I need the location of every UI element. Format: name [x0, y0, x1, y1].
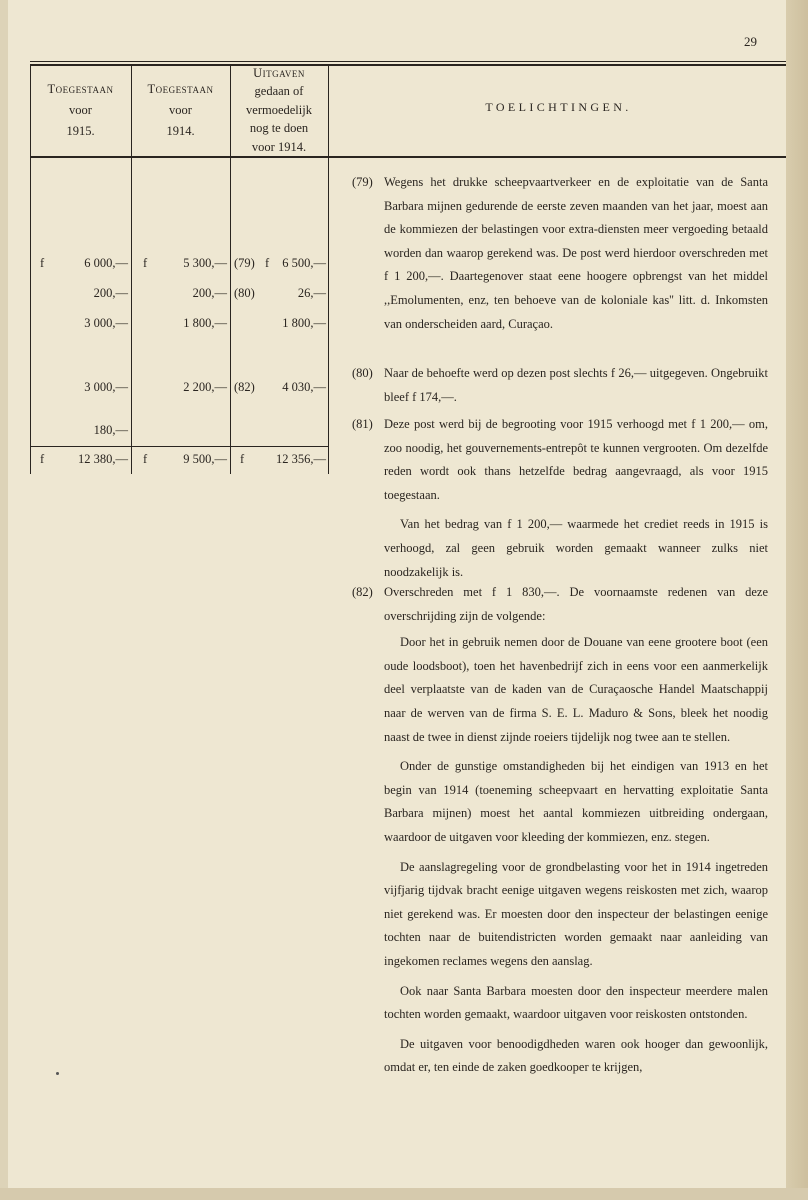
- note-82-text-6: De uitgaven voor benoodigdheden waren ook hooger dan gewoonlijk, omdat er, ten einde de zaken goedkooper te krijgen,: [384, 1036, 768, 1075]
- note-81-label: (81): [352, 417, 373, 431]
- header-toegestaan-1915: [30, 64, 131, 156]
- header-1914-line2: voor: [169, 102, 192, 117]
- header-bottom-rule: [30, 156, 786, 158]
- note-80-text: Naar de behoefte werd op dezen post slechts f 26,— uitgegeven. Ongebruikt bleef f 174,—.: [384, 366, 768, 404]
- total-1915: 12 380,—: [78, 452, 128, 466]
- note-80: [352, 362, 768, 409]
- amount-uitgaven-prefix: f: [265, 256, 270, 270]
- page-bottom-edge: [0, 1188, 808, 1200]
- total-1914: 9 500,—: [183, 452, 227, 466]
- amount-1915: 180,—: [93, 423, 128, 437]
- note-82: [352, 581, 768, 1080]
- header-uitgaven: [230, 64, 328, 156]
- amount-uitgaven: 6 500,—: [282, 256, 326, 270]
- header-uitgaven-line4: nog te doen: [249, 121, 309, 136]
- note-79-label: (79): [352, 175, 373, 189]
- note-81-text-1: Deze post werd bij de begrooting voor 1915 verhoogd met f 1 200,— om, zoo noodig, het gouvernements-entrepôt te kunnen vergrooten. Om dezelfde reden wordt ook thans hetzelfde bedrag aangevraagd, als voor 1915 toegestaan.: [384, 417, 768, 502]
- page-left-edge: [0, 0, 8, 1200]
- note-82-text-5: Ook naar Santa Barbara moesten door den inspecteur meerdere malen tochten worden gemaakt, waardoor uitgaven voor reiskosten ontstonden.: [384, 983, 768, 1022]
- amount-1915: 3 000,—: [84, 316, 128, 330]
- total-uitgaven: 12 356,—: [276, 452, 326, 466]
- amount-1914-prefix: f: [143, 256, 148, 270]
- note-81-text-2: Van het bedrag van f 1 200,— waarmede het crediet reeds in 1915 is verhoogd, zal geen gebruik worden gemaakt wanneer zulks niet noodzakelijk is.: [384, 517, 768, 579]
- sum-rule-1915: [30, 446, 131, 447]
- total-1914-prefix: f: [143, 452, 148, 466]
- total-1915-prefix: f: [40, 452, 45, 466]
- amount-1914: 1 800,—: [183, 316, 227, 330]
- note-80-label: (80): [352, 366, 373, 380]
- page-number: 29: [744, 34, 757, 49]
- amount-uitgaven: 4 030,—: [282, 380, 326, 394]
- header-1915-line3: 1915.: [66, 123, 95, 138]
- amount-1914: 200,—: [192, 286, 227, 300]
- amount-1915: 6 000,—: [84, 256, 128, 270]
- header-uitgaven-line5: voor 1914.: [251, 139, 307, 154]
- note-82-label: (82): [352, 585, 373, 599]
- amount-1915: 3 000,—: [84, 380, 128, 394]
- amount-1914: 5 300,—: [183, 256, 227, 270]
- header-uitgaven-line1: Uitgaven: [253, 65, 305, 80]
- header-toelichtingen: TOELICHTINGEN.: [485, 100, 632, 114]
- amount-uitgaven-ref: (82): [234, 380, 255, 394]
- amount-uitgaven: 1 800,—: [282, 316, 326, 330]
- amount-1914: 2 200,—: [183, 380, 227, 394]
- page-right-edge: [786, 0, 808, 1200]
- note-79-text: Wegens het drukke scheepvaartverkeer en de exploitatie van de Santa Barbara mijnen gedurende de eerste zeven maanden van het jaar, moest aan de kommiezen der belastingen voor extra-diensten meer vergoeding betaald worden dan waarop gerekend was. De post werd hierdoor overschreden met f 1 200,—. Daartegenover staat eene hoogere opbrengst van het middel ,,Emolumenten, enz, ten behoeve van de koloniale kas'' litt. d. Inkomsten van onderscheiden aard, Curaçao.: [384, 175, 768, 331]
- top-rule: [30, 61, 786, 62]
- header-1914-line1: Toegestaan: [147, 81, 214, 96]
- paper-speck: [56, 1072, 59, 1075]
- amount-uitgaven-ref: (79): [234, 256, 255, 270]
- total-uitgaven-prefix: f: [240, 452, 245, 466]
- sum-rule-1914: [131, 446, 230, 447]
- note-82-text-1: Overschreden met f 1 830,—. De voornaamste redenen van deze overschrijding zijn de volgende:: [384, 585, 768, 623]
- note-82-text-4: De aanslagregeling voor de grondbelasting voor het in 1914 ingetreden vijfjarig tijdvak bracht eenige uitgaven wegens reiskosten met zich, waarop niet gerekend was. Er moesten door den inspecteur der belastingen eenige tochten naar de buitendistricten worden gemaakt naar aanleiding van ingekomen reclames wegens den aanslag.: [384, 859, 768, 968]
- amount-uitgaven: 26,—: [297, 286, 326, 300]
- note-82-text-2: Door het in gebruik nemen door de Douane van eene grootere boot (een oude loodsboot), toen het havenbedrijf zich in eens voor een aanmerkelijk deel verplaatste van de kaden van de Curaçaosche Handel Maatschappij naar de werven van de firma S. E. L. Maduro & Sons, bleek het noodig naast de twee in dienst zijnde roeiers tijdelijk nog twee aan te stellen.: [384, 635, 768, 744]
- note-82-text-3: Onder de gunstige omstandigheden bij het eindigen van 1913 en het begin van 1914 (toeneming scheepvaart en hervatting exploitatie Santa Barbara mijnen) moest het aantal kommiezen uitbreiding ondergaan, waardoor de uitgaven voor kleeding der kommiezen, enz. stegen.: [384, 759, 768, 844]
- column-line-4: [328, 64, 329, 474]
- amount-1915: 200,—: [93, 286, 128, 300]
- header-uitgaven-line2: gedaan of: [254, 84, 304, 99]
- header-toegestaan-1914: [131, 64, 230, 156]
- amount-1915-prefix: f: [40, 256, 45, 270]
- amount-uitgaven-ref: (80): [234, 286, 255, 300]
- sum-rule-uitgaven: [230, 446, 328, 447]
- note-81: [352, 413, 768, 584]
- note-79: [352, 171, 768, 336]
- header-uitgaven-line3: vermoedelijk: [246, 102, 312, 117]
- header-1914-line3: 1914.: [166, 123, 195, 138]
- header-1915-line2: voor: [69, 102, 92, 117]
- header-1915-line1: Toegestaan: [47, 81, 114, 96]
